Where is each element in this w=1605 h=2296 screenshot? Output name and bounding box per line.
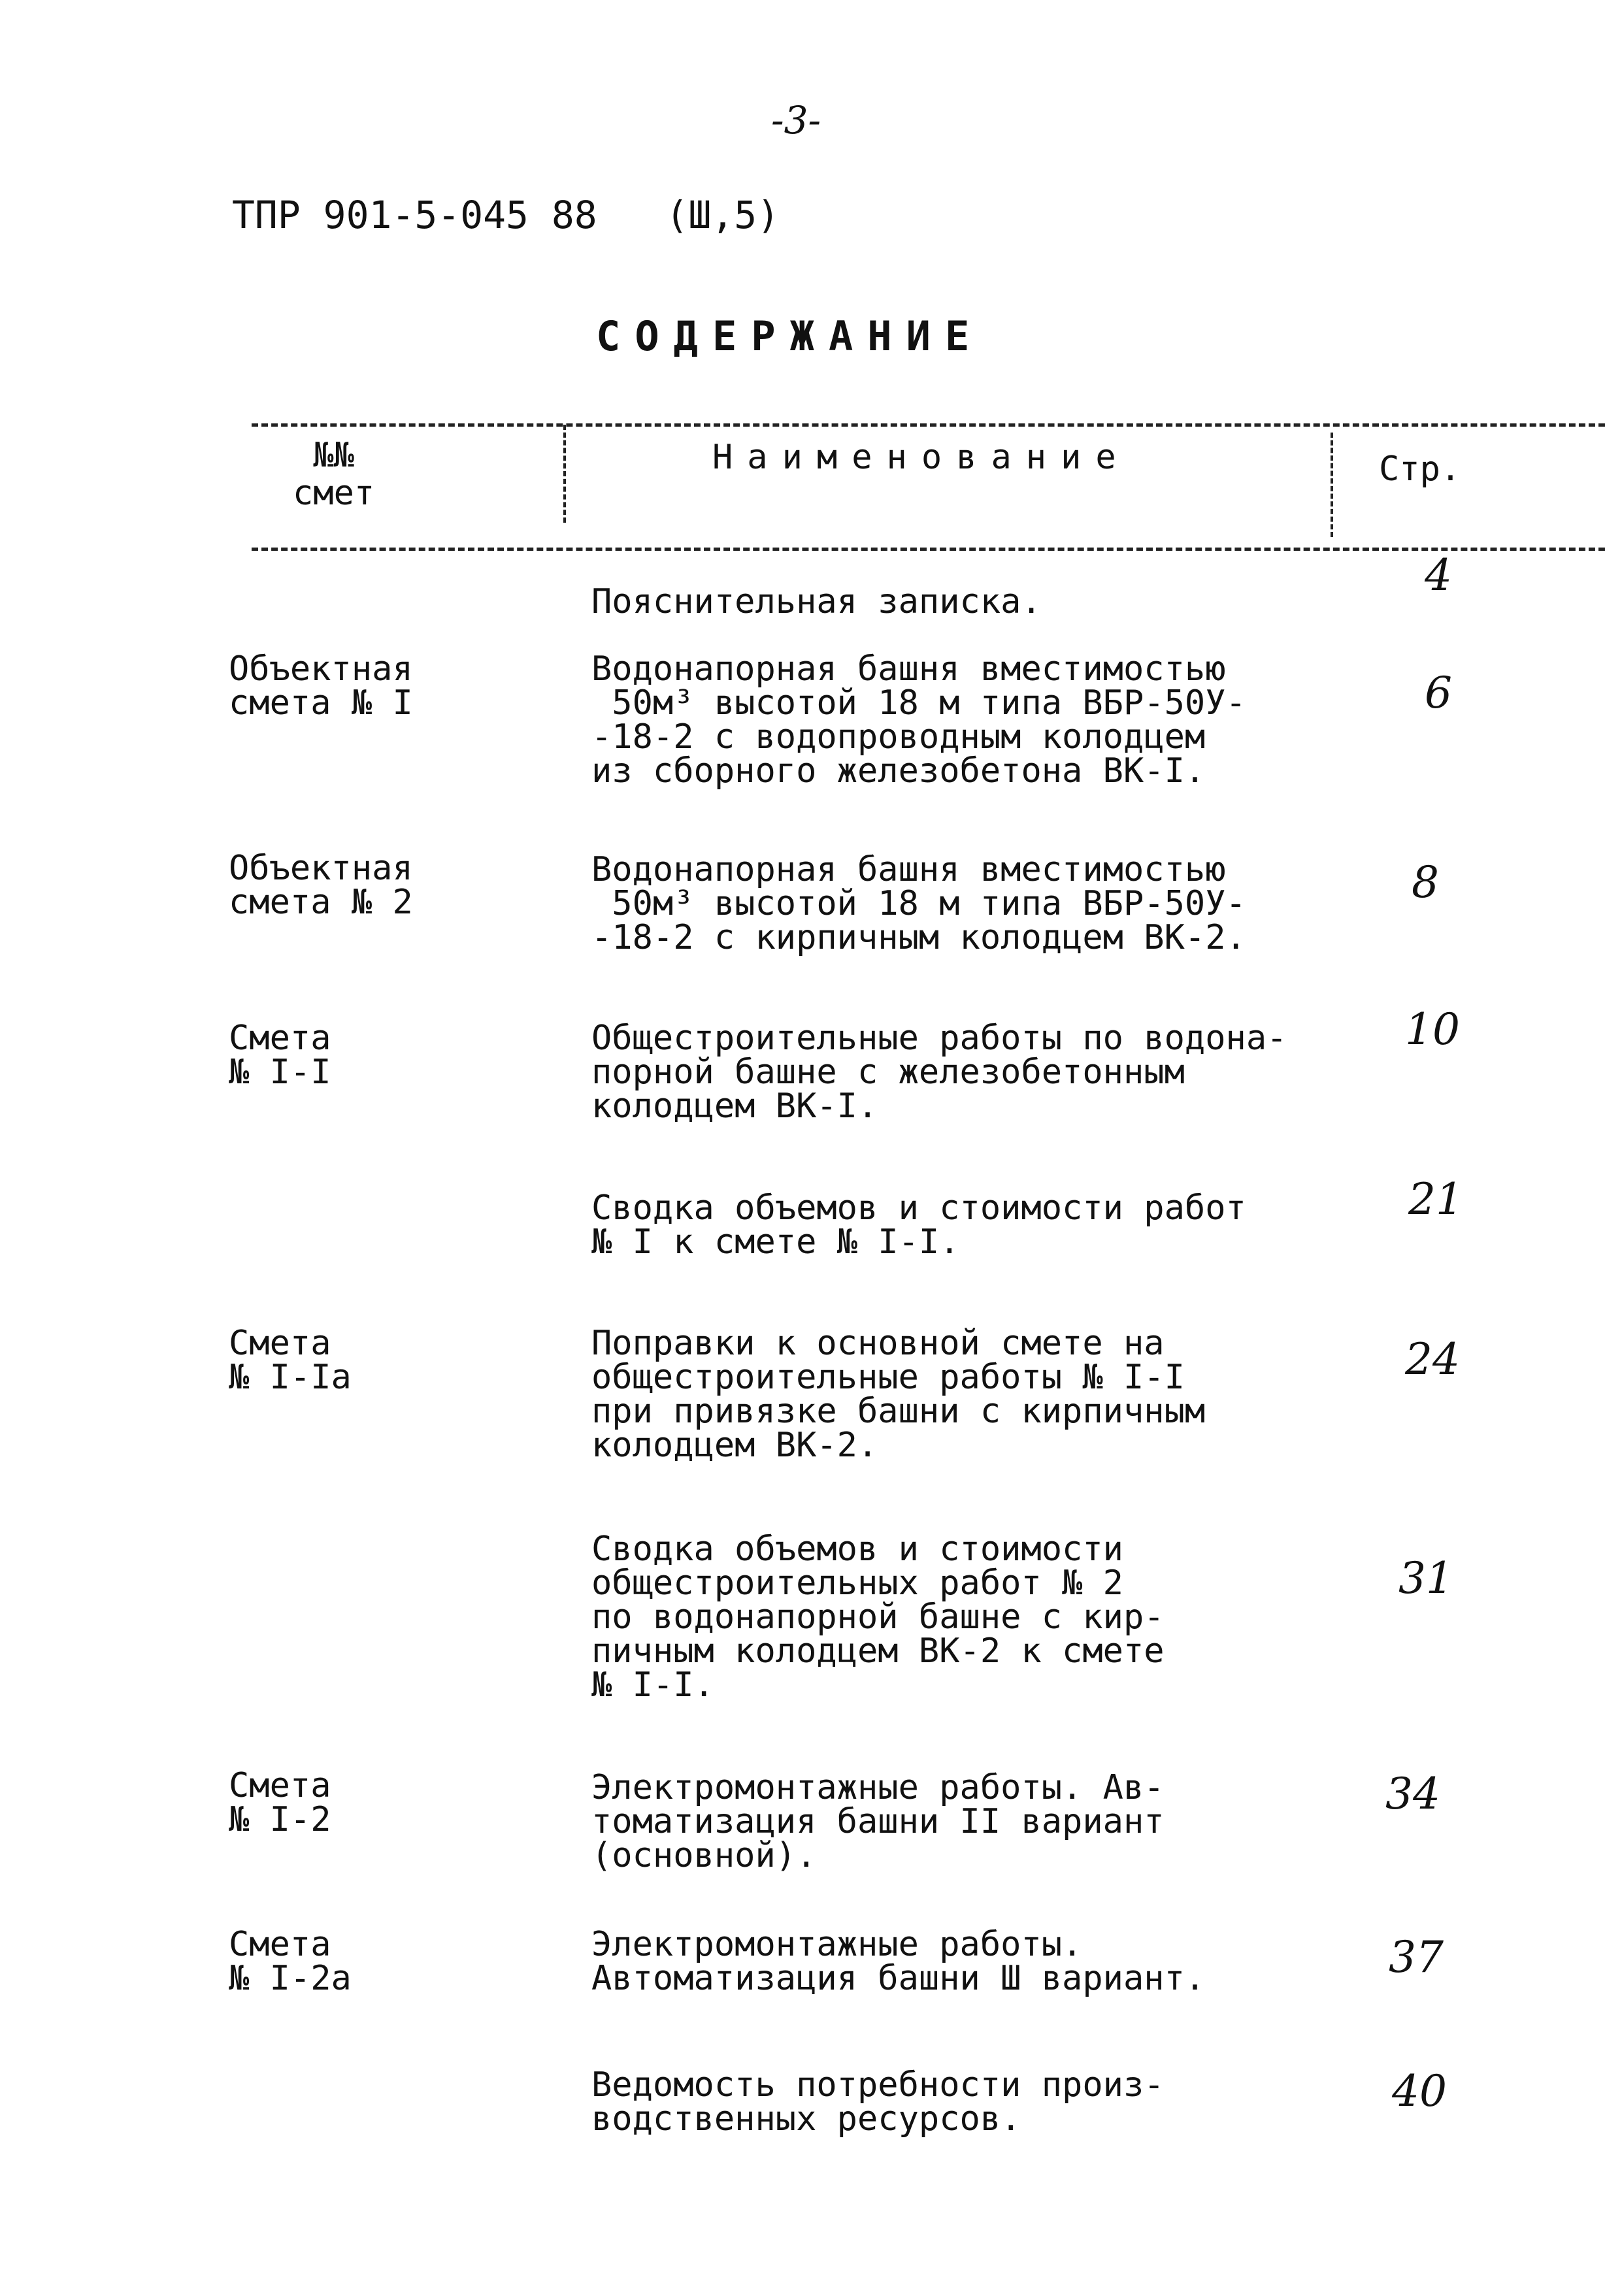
list-item-code: Смета № I-I xyxy=(229,1019,331,1092)
list-item-page: 6 xyxy=(1425,668,1452,718)
list-item-code: Смета № I-Iа xyxy=(229,1324,352,1397)
list-item-name: Водонапорная башня вместимостью 50м³ высотой 18 м типа ВБР-50У- -18-2 с водопроводным колодцем из сборного железобетона ВК-I. xyxy=(591,649,1246,791)
page-number: -3- xyxy=(771,98,821,142)
header-bottom-rule xyxy=(252,548,1605,551)
header-top-rule xyxy=(252,423,1605,427)
list-item-code: Объектная смета № 2 xyxy=(229,849,413,922)
list-item-page: 34 xyxy=(1385,1769,1440,1819)
page-title: СОДЕРЖАНИЕ xyxy=(596,312,984,360)
header-page-column: Стр. xyxy=(1379,450,1461,489)
list-item-name: Поправки к основной смете на общестроительные работы № I-I при привязке башни с кирпичным колодцем ВК-2. xyxy=(591,1324,1206,1465)
list-item-code: Смета № I-2а xyxy=(229,1925,352,1998)
list-item-code: Смета № I-2 xyxy=(229,1766,331,1839)
list-item-page: 21 xyxy=(1408,1174,1463,1224)
document-code: ТПР 901-5-045 88 (Ш,5) xyxy=(232,193,780,237)
list-item-name: Общестроительные работы по водона- порной башне с железобетонным колодцем ВК-I. xyxy=(591,1019,1287,1126)
list-item-name: Электромонтажные работы. Ав- томатизация башни II вариант (основной). xyxy=(591,1768,1165,1875)
list-item-name: Сводка объемов и стоимости работ № I к смете № I-I. xyxy=(591,1189,1246,1262)
list-item-name: Пояснительная записка. xyxy=(591,582,1042,621)
header-name-column: Наименование xyxy=(712,438,1131,477)
header-divider-left xyxy=(563,425,566,523)
list-item-page: 4 xyxy=(1425,550,1452,600)
list-item-page: 37 xyxy=(1389,1932,1444,1982)
list-item-page: 31 xyxy=(1398,1553,1453,1603)
list-item-page: 10 xyxy=(1405,1004,1460,1055)
list-item-name: Сводка объемов и стоимости общестроительных работ № 2 по водонапорной башне с кир- пичным колодцем ВК-2 к смете № I-I. xyxy=(591,1530,1165,1705)
list-item-page: 40 xyxy=(1392,2066,1447,2116)
list-item-name: Ведомость потребности произ- водственных ресурсов. xyxy=(591,2065,1165,2139)
header-number-column: №№ смет xyxy=(293,436,375,513)
list-item-name: Электромонтажные работы. Автоматизация башни Ш вариант. xyxy=(591,1925,1206,1998)
list-item-name: Водонапорная башня вместимостью 50м³ высотой 18 м типа ВБР-50У- -18-2 с кирпичным колодцем ВК-2. xyxy=(591,850,1246,957)
list-item-page: 8 xyxy=(1412,857,1439,908)
list-item-code: Объектная смета № I xyxy=(229,649,413,723)
header-divider-right xyxy=(1331,433,1333,537)
list-item-page: 24 xyxy=(1405,1334,1460,1385)
